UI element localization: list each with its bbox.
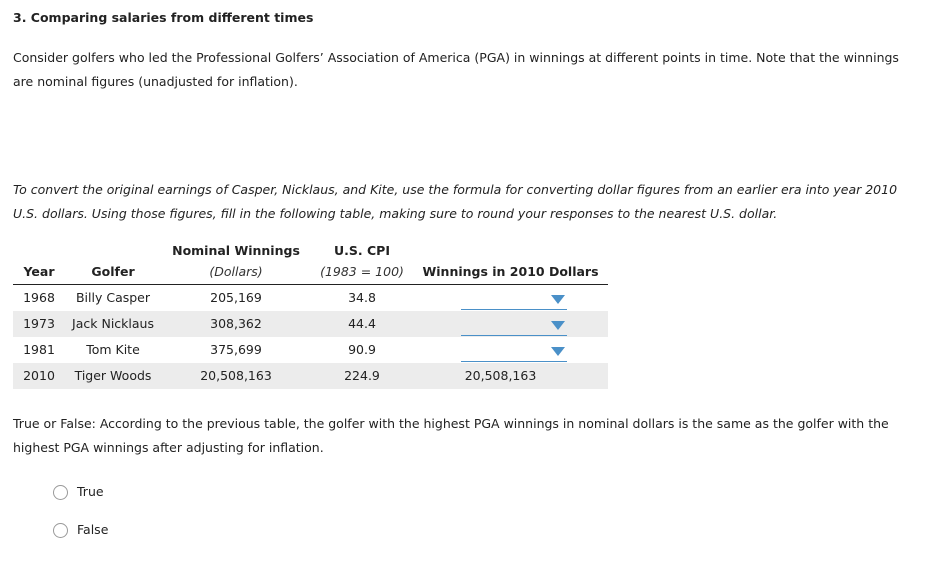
table-row [13, 285, 608, 311]
salary-table [13, 239, 608, 389]
header-golfer: Golfer [91, 264, 135, 279]
table-row [13, 311, 608, 337]
option-label[interactable]: False [77, 522, 109, 537]
cell-cpi: 224.9 [344, 368, 380, 383]
cell-cpi: 44.4 [348, 316, 376, 331]
cell-golfer: Tom Kite [86, 342, 140, 357]
cell-nominal: 205,169 [210, 290, 262, 305]
header-cpi: U.S. CPI [334, 243, 390, 258]
table-row [13, 337, 608, 363]
header-cpi-sub: (1983 = 100) [320, 264, 404, 279]
header-year: Year [23, 264, 55, 279]
table-row [13, 363, 608, 389]
option-label[interactable]: True [77, 484, 104, 499]
header-winnings-2010: Winnings in 2010 Dollars [422, 264, 599, 279]
winnings-2010-dropdown-kite[interactable] [461, 341, 567, 362]
cell-year: 2010 [23, 368, 55, 383]
cell-year: 1968 [23, 290, 55, 305]
intro-text: Consider golfers who led the Professional Golfers’ Association of America (PGA) in winnings at different points in time. Note that the winnings are nominal figures (unadjusted for inflation). [13, 50, 899, 89]
cell-nominal: 308,362 [210, 316, 262, 331]
cell-golfer: Tiger Woods [74, 368, 152, 383]
question-text: True or False: According to the previous table, the golfer with the highest PGA winnings in nominal dollars is the same as the golfer with the highest PGA winnings after adjusting for inflation. [13, 416, 889, 455]
cell-year: 1981 [23, 342, 55, 357]
header-nominal: Nominal Winnings [172, 243, 300, 258]
cell-winnings-2010: 20,508,163 [464, 368, 537, 383]
header-nominal-sub: (Dollars) [209, 264, 263, 279]
cell-golfer: Jack Nicklaus [72, 316, 154, 331]
chevron-down-icon[interactable] [551, 295, 565, 304]
cell-golfer: Billy Casper [75, 290, 151, 305]
chevron-down-icon[interactable] [551, 347, 565, 356]
radio-button[interactable] [53, 523, 68, 538]
cell-nominal: 20,508,163 [200, 368, 272, 383]
radio-button[interactable] [53, 485, 68, 500]
instructions-text: To convert the original earnings of Casper, Nicklaus, and Kite, use the formula for converting dollar figures from an earlier era into year 2010 U.S. dollars. Using those figures, fill in the following table, making sure to round your responses to the nearest U.S. dollar. [13, 182, 898, 221]
cell-cpi: 90.9 [348, 342, 376, 357]
winnings-2010-dropdown-nicklaus[interactable] [461, 315, 567, 336]
winnings-2010-dropdown-casper[interactable] [461, 289, 567, 310]
chevron-down-icon[interactable] [551, 321, 565, 330]
cell-year: 1973 [23, 316, 55, 331]
cell-nominal: 375,699 [210, 342, 262, 357]
section-title: 3. Comparing salaries from different times [13, 10, 314, 25]
cell-cpi: 34.8 [348, 290, 376, 305]
